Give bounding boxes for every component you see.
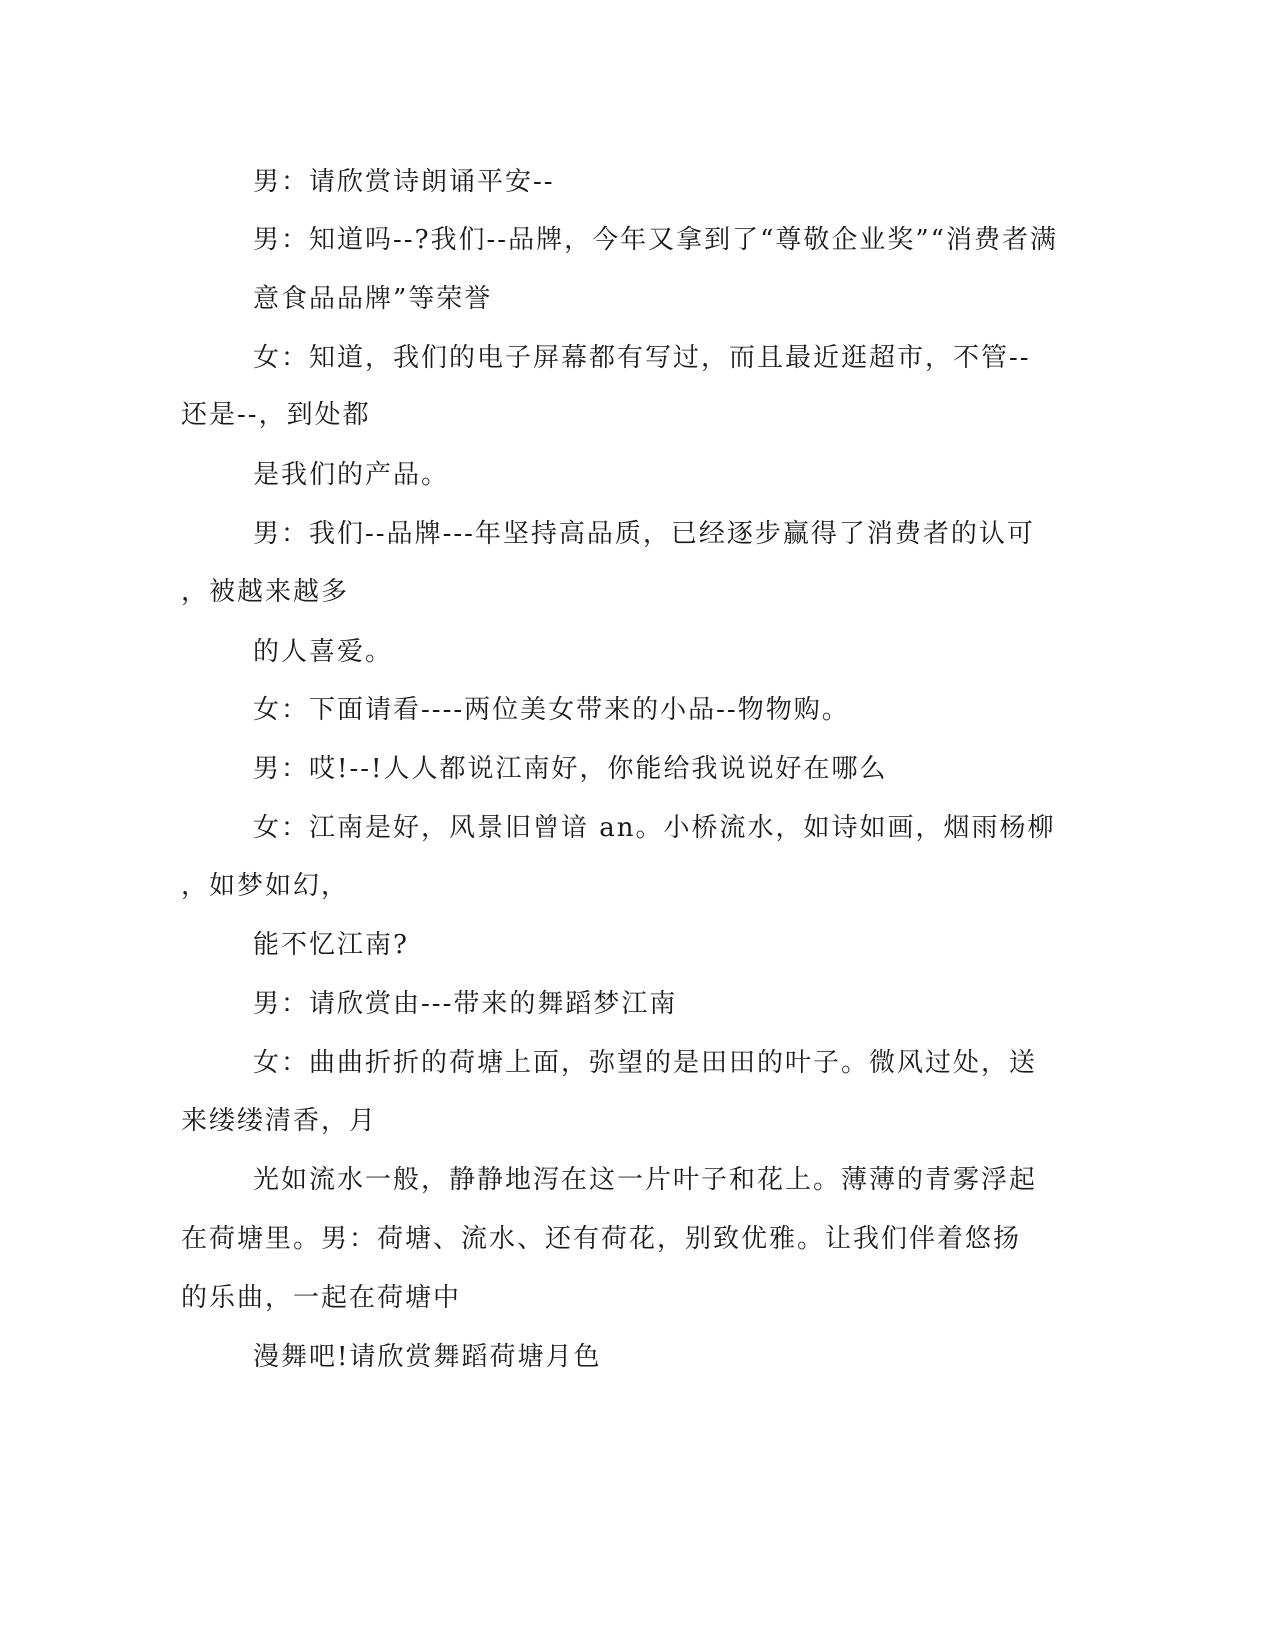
- text-line: 光如流水一般，静静地泻在这一片叶子和花上。薄薄的青雾浮起: [253, 1165, 1038, 1195]
- text-line: 在荷塘里。男：荷塘、流水、还有荷花，别致优雅。让我们伴着悠扬: [181, 1224, 1022, 1254]
- text-line: 意食品品牌”等荣誉: [253, 284, 493, 314]
- text-line: 的人喜爱。: [253, 637, 394, 667]
- text-line: 男：请欣赏由---带来的舞蹈梦江南: [253, 989, 678, 1019]
- text-line: ，被越来越多: [181, 577, 350, 607]
- text-line: 女：下面请看----两位美女带来的小品--物物购。: [253, 695, 850, 725]
- text-line: 是我们的产品。: [253, 460, 450, 490]
- text-line: 漫舞吧!请欣赏舞蹈荷塘月色: [253, 1342, 602, 1372]
- text-line: 能不忆江南?: [253, 930, 409, 960]
- text-line: 还是--，到处都: [181, 400, 371, 430]
- text-line: 男：请欣赏诗朗诵平安--: [253, 167, 555, 197]
- text-line: 男：哎!--!人人都说江南好，你能给我说说好在哪么: [253, 754, 888, 784]
- text-line: 女：曲曲折折的荷塘上面，弥望的是田田的叶子。微风过处，送: [253, 1048, 1038, 1078]
- text-line: 的乐曲，一起在荷塘中: [181, 1283, 462, 1313]
- text-line: 女：知道，我们的电子屏幕都有写过，而且最近逛超市，不管--: [253, 343, 1031, 373]
- text-line: 男：知道吗--?我们--品牌，今年又拿到了“尊敬企业奖”“消费者满: [253, 225, 1058, 255]
- text-line: 来缕缕清香，月: [181, 1106, 378, 1136]
- text-line: 男：我们--品牌---年坚持高品质，已经逐步赢得了消费者的认可: [253, 519, 1035, 549]
- text-line: ，如梦如幻，: [181, 871, 350, 901]
- text-line: 女：江南是好，风景旧曾谙 an。小桥流水，如诗如画，烟雨杨柳: [253, 813, 1056, 843]
